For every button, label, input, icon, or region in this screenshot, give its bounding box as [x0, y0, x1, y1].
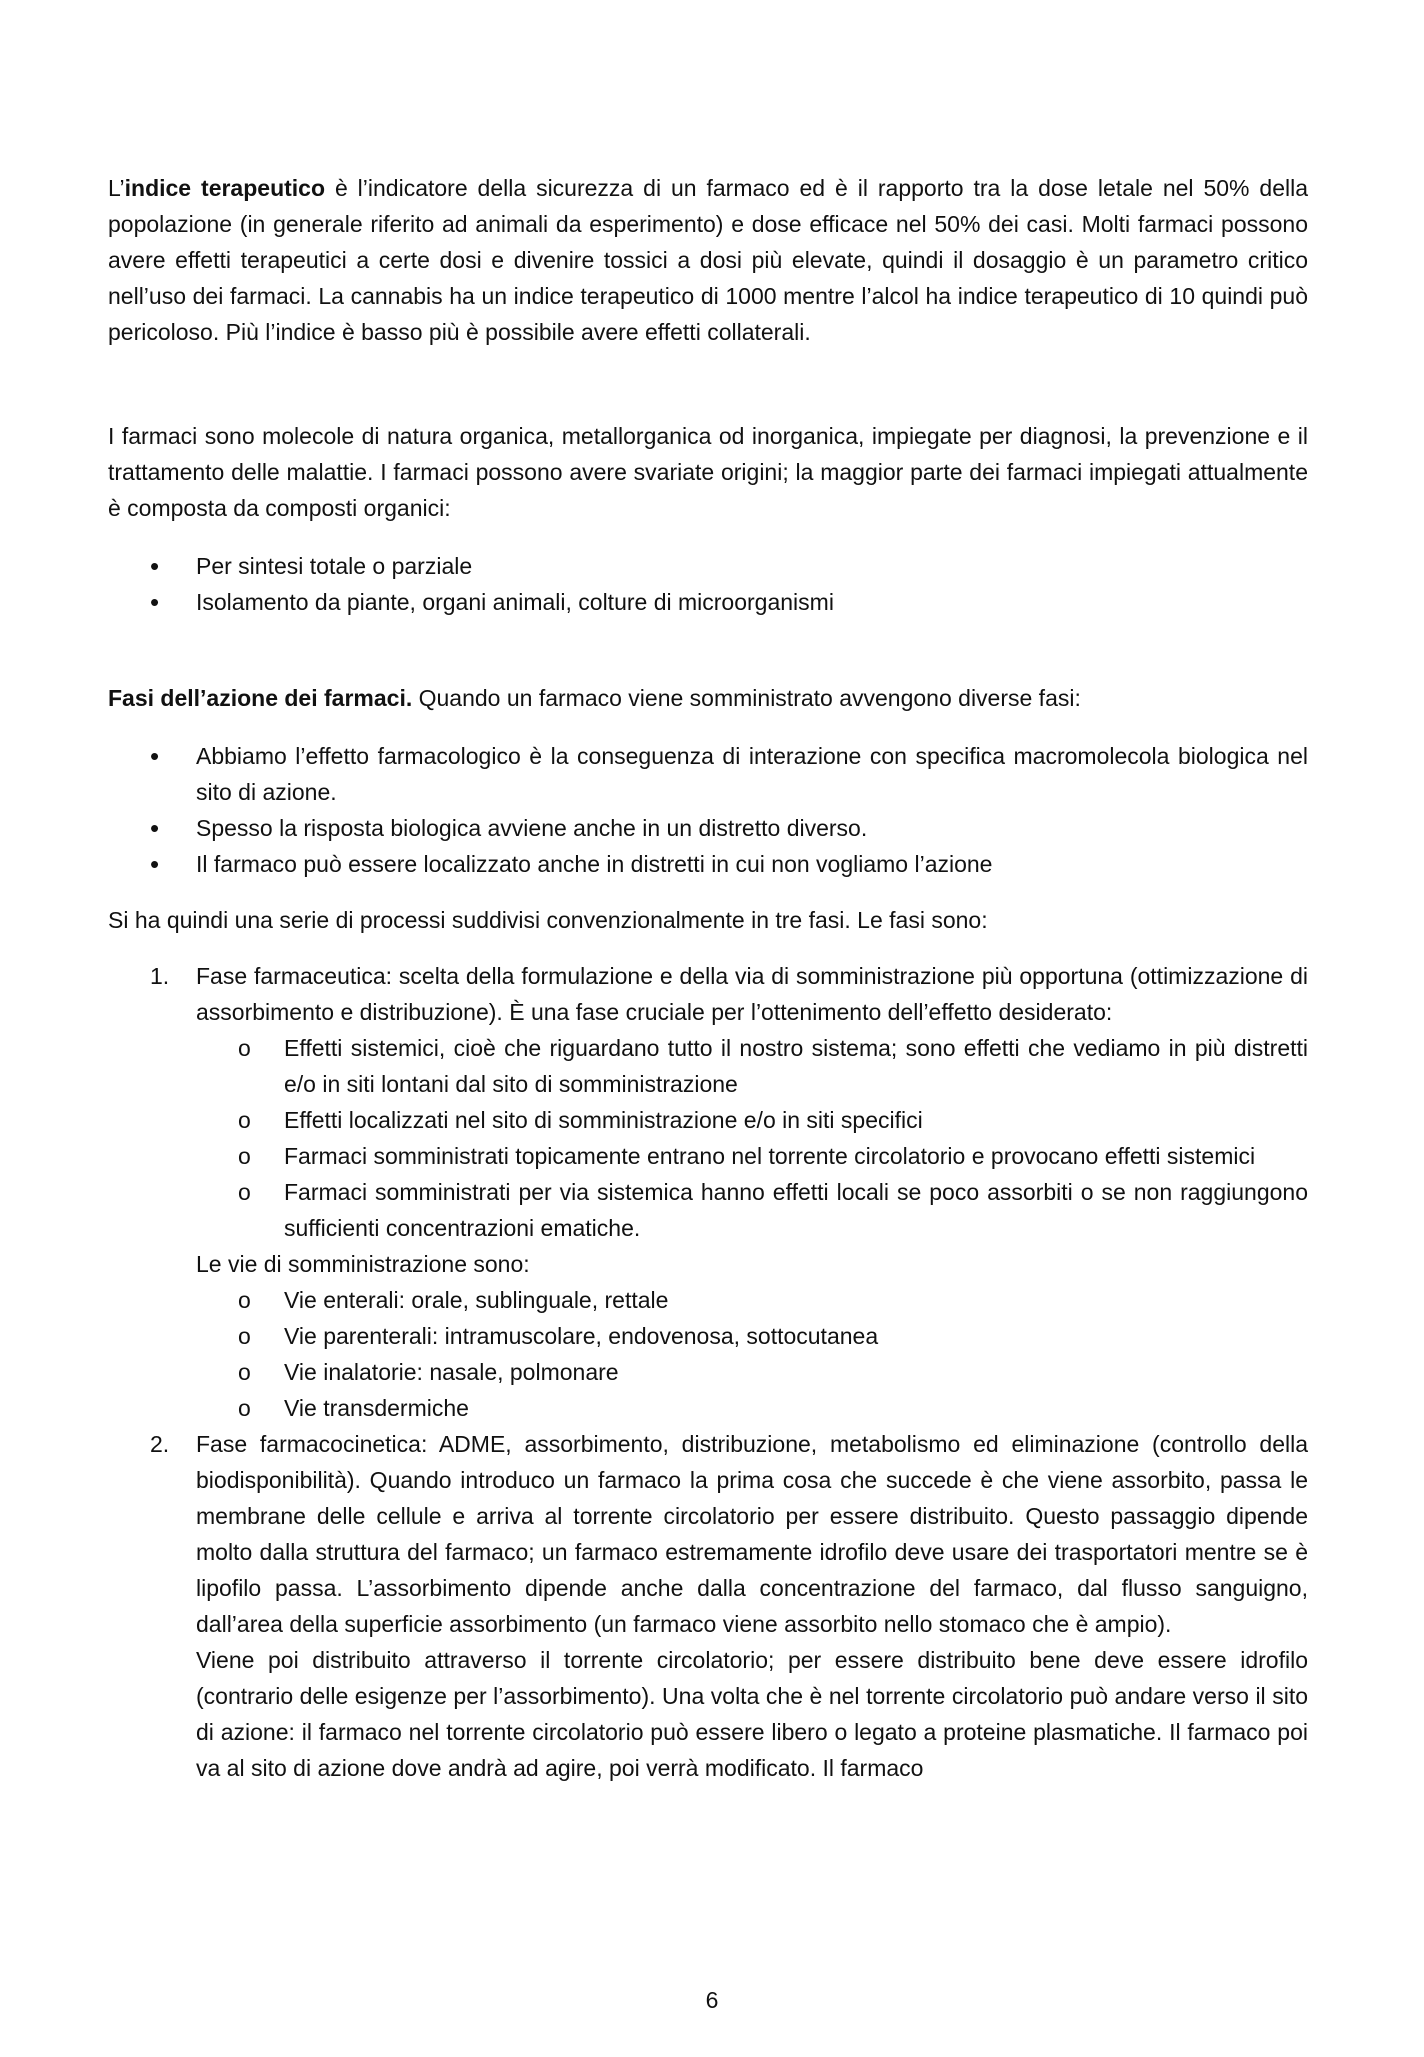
- phase-text-continued: Viene poi distribuito attraverso il torrente circolatorio; per essere distribuito bene deve essere idrofilo (contrario delle esigenze per l’assorbimento). Una volta che è nel torrente circolatorio può andare verso il sito di azione: il farmaco nel torrente circolatorio può essere libero o legato a proteine plasmatiche. Il farmaco poi va al sito di azione dove andrà ad agire, poi verrà modificato. Il farmaco: [196, 1647, 1308, 1781]
- phases-list: [108, 958, 1308, 1786]
- section-intro-text: Quando un farmaco viene somministrato avvengono diverse fasi:: [412, 685, 1081, 711]
- list-item: o Effetti localizzati nel sito di somministrazione e/o in siti specifici: [196, 1102, 1308, 1138]
- phase-text: Fase farmacocinetica: ADME, assorbimento, distribuzione, metabolismo ed eliminazione (controllo della biodisponibilità). Quando introduco un farmaco la prima cosa che succede è che viene assorbito, passa le membrane delle cellule e arriva al torrente circolatorio per essere distribuito. Questo passaggio dipende molto dalla struttura del farmaco; un farmaco estremamente idrofilo deve usare dei trasportatori mentre se è lipofilo passa. L’assorbimento dipende anche dalla concentrazione del farmaco, dal flusso sanguigno, dall’area della superficie assorbimento (un farmaco viene assorbito nello stomaco che è ampio).: [196, 1431, 1308, 1637]
- list-item: o Farmaci somministrati topicamente entrano nel torrente circolatorio e provocano effetti sistemici: [196, 1138, 1308, 1174]
- list-item: • Abbiamo l’effetto farmacologico è la conseguenza di interazione con specifica macromolecola biologica nel sito di azione.: [108, 738, 1308, 810]
- routes-intro: Le vie di somministrazione sono:: [196, 1251, 530, 1277]
- list-item: o Vie transdermiche: [196, 1390, 1308, 1426]
- process-intro-paragraph: Si ha quindi una serie di processi suddivisi convenzionalmente in tre fasi. Le fasi sono:: [108, 907, 988, 933]
- phase-notes-list: [108, 738, 1308, 882]
- phase-item-farmaceutica: [108, 958, 1308, 1426]
- phase-text: Fase farmaceutica: scelta della formulazione e della via di somministrazione più opportuna (ottimizzazione di assorbimento e distribuzione). È una fase cruciale per l’ottenimento dell’effetto desiderato:: [196, 963, 1308, 1025]
- drug-definition-paragraph: I farmaci sono molecole di natura organica, metallorganica od inorganica, impiegate per diagnosi, la prevenzione e il trattamento delle malattie. I farmaci possono avere svariate origini; la maggior parte dei farmaci impiegati attualmente è composta da composti organici:: [108, 423, 1308, 521]
- drug-origins-list: [108, 548, 1308, 620]
- list-item: o Farmaci somministrati per via sistemica hanno effetti locali se poco assorbiti o se non raggiungono sufficienti concentrazioni ematiche.: [196, 1174, 1308, 1246]
- paragraph-body: è l’indicatore della sicurezza di un farmaco ed è il rapporto tra la dose letale nel 50% della popolazione (in generale riferito ad animali da esperimento) e dose efficace nel 50% dei casi. Molti farmaci possono avere effetti terapeutici a certe dosi e divenire tossici a dosi più elevate, quindi il dosaggio è un parametro critico nell’uso dei farmaci. La cannabis ha un indice terapeutico di 1000 mentre l’alcol ha indice terapeutico di 10 quindi può pericoloso. Più l’indice è basso più è possibile avere effetti collaterali.: [108, 175, 1309, 345]
- list-item: o Vie inalatorie: nasale, polmonare: [196, 1354, 1308, 1390]
- effects-list: [196, 1030, 1308, 1246]
- list-item: • Isolamento da piante, organi animali, colture di microorganismi: [108, 584, 1308, 620]
- list-item: o Effetti sistemici, cioè che riguardano tutto il nostro sistema; sono effetti che vediamo in più distretti e/o in siti lontani dal sito di somministrazione: [196, 1030, 1308, 1102]
- page-number: 6: [705, 1987, 719, 2013]
- routes-list: [196, 1282, 1308, 1426]
- list-item: o Vie parenterali: intramuscolare, endovenosa, sottocutanea: [196, 1318, 1308, 1354]
- list-item: o Vie enterali: orale, sublinguale, rettale: [196, 1282, 1308, 1318]
- list-item: • Il farmaco può essere localizzato anche in distretti in cui non vogliamo l’azione: [108, 846, 1308, 882]
- list-item: • Spesso la risposta biologica avviene anche in un distretto diverso.: [108, 810, 1308, 846]
- list-item: • Per sintesi totale o parziale: [108, 548, 1308, 584]
- list-number: 1.: [150, 963, 170, 989]
- phase-item-farmacocinetica: [108, 1426, 1308, 1786]
- therapeutic-index-paragraph: [108, 170, 1308, 350]
- phases-heading-paragraph: [108, 680, 1308, 716]
- document-page: [108, 170, 1308, 1786]
- paragraph-prefix: L’: [108, 175, 125, 201]
- section-heading: Fasi dell’azione dei farmaci.: [108, 685, 413, 711]
- list-number: 2.: [150, 1431, 170, 1457]
- term-indice-terapeutico: indice terapeutico: [124, 175, 326, 201]
